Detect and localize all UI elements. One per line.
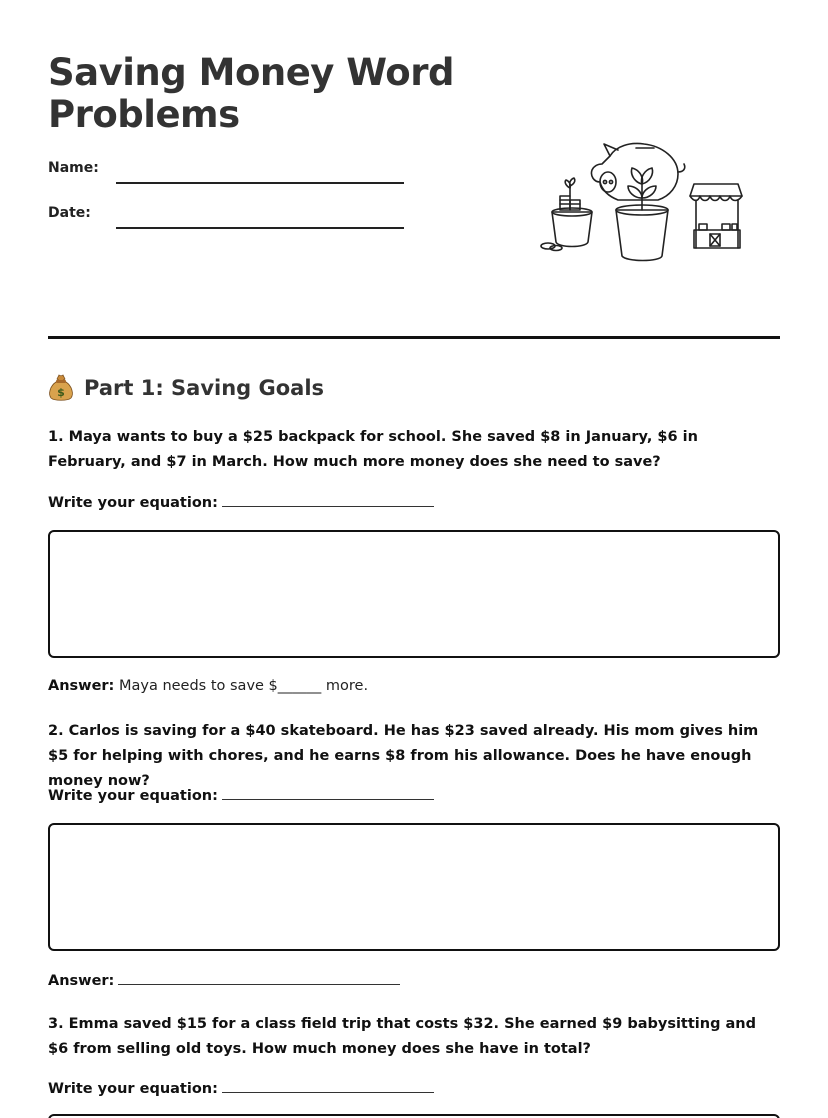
equation-blank[interactable]: [222, 1079, 434, 1093]
question-1: 1. Maya wants to buy a $25 backpack for school. She saved $8 in January, $6 in February, and $7 in March. How much more money does she need to save?: [48, 429, 698, 470]
equation-1: [48, 493, 434, 511]
equation-blank[interactable]: [222, 786, 434, 800]
answer-blank[interactable]: [118, 971, 400, 985]
name-field-row: [48, 160, 404, 176]
date-line[interactable]: [116, 215, 404, 229]
answer-label: Answer:: [48, 973, 115, 989]
date-label: Date:: [48, 205, 91, 221]
svg-text:$: $: [57, 386, 65, 399]
equation-blank[interactable]: [222, 493, 434, 507]
answer-label: Answer:: [48, 678, 115, 694]
equation-label: Write your equation:: [48, 788, 218, 804]
money-bag-icon: [48, 374, 74, 402]
equation-label: Write your equation:: [48, 1081, 218, 1097]
plant-pot-icon: [616, 168, 668, 261]
answer-2: [48, 971, 400, 989]
equation-3: [48, 1079, 434, 1097]
part1-heading-text: Part 1: Saving Goals: [84, 376, 325, 400]
coin-pot-icon: [541, 178, 592, 251]
date-field-row: [48, 205, 404, 221]
work-box-3[interactable]: [48, 1114, 780, 1118]
part1-heading: [48, 374, 324, 402]
name-label: Name:: [48, 160, 99, 176]
market-stall-icon: [690, 184, 742, 248]
equation-label: Write your equation:: [48, 495, 218, 511]
section-divider: [48, 336, 780, 339]
worksheet-title: Saving Money Word Problems: [48, 51, 454, 136]
answer-1: [48, 678, 368, 694]
work-box-2[interactable]: [48, 823, 780, 951]
name-line[interactable]: [116, 170, 404, 184]
piggy-bank-plants-illustration: [536, 138, 750, 266]
work-box-1[interactable]: [48, 530, 780, 658]
answer-text: Maya needs to save $______ more.: [118, 678, 369, 694]
question-2: 2. Carlos is saving for a $40 skateboard. He has $23 saved already. His mom gives him $5 for helping with chores, and he earns $8 from his allowance. Does he have enough money now?: [48, 723, 759, 789]
question-3: 3. Emma saved $15 for a class field trip that costs $32. She earned $9 babysitting and $6 from selling old toys. How much money does she have in total?: [48, 1016, 757, 1057]
equation-2: [48, 786, 434, 804]
